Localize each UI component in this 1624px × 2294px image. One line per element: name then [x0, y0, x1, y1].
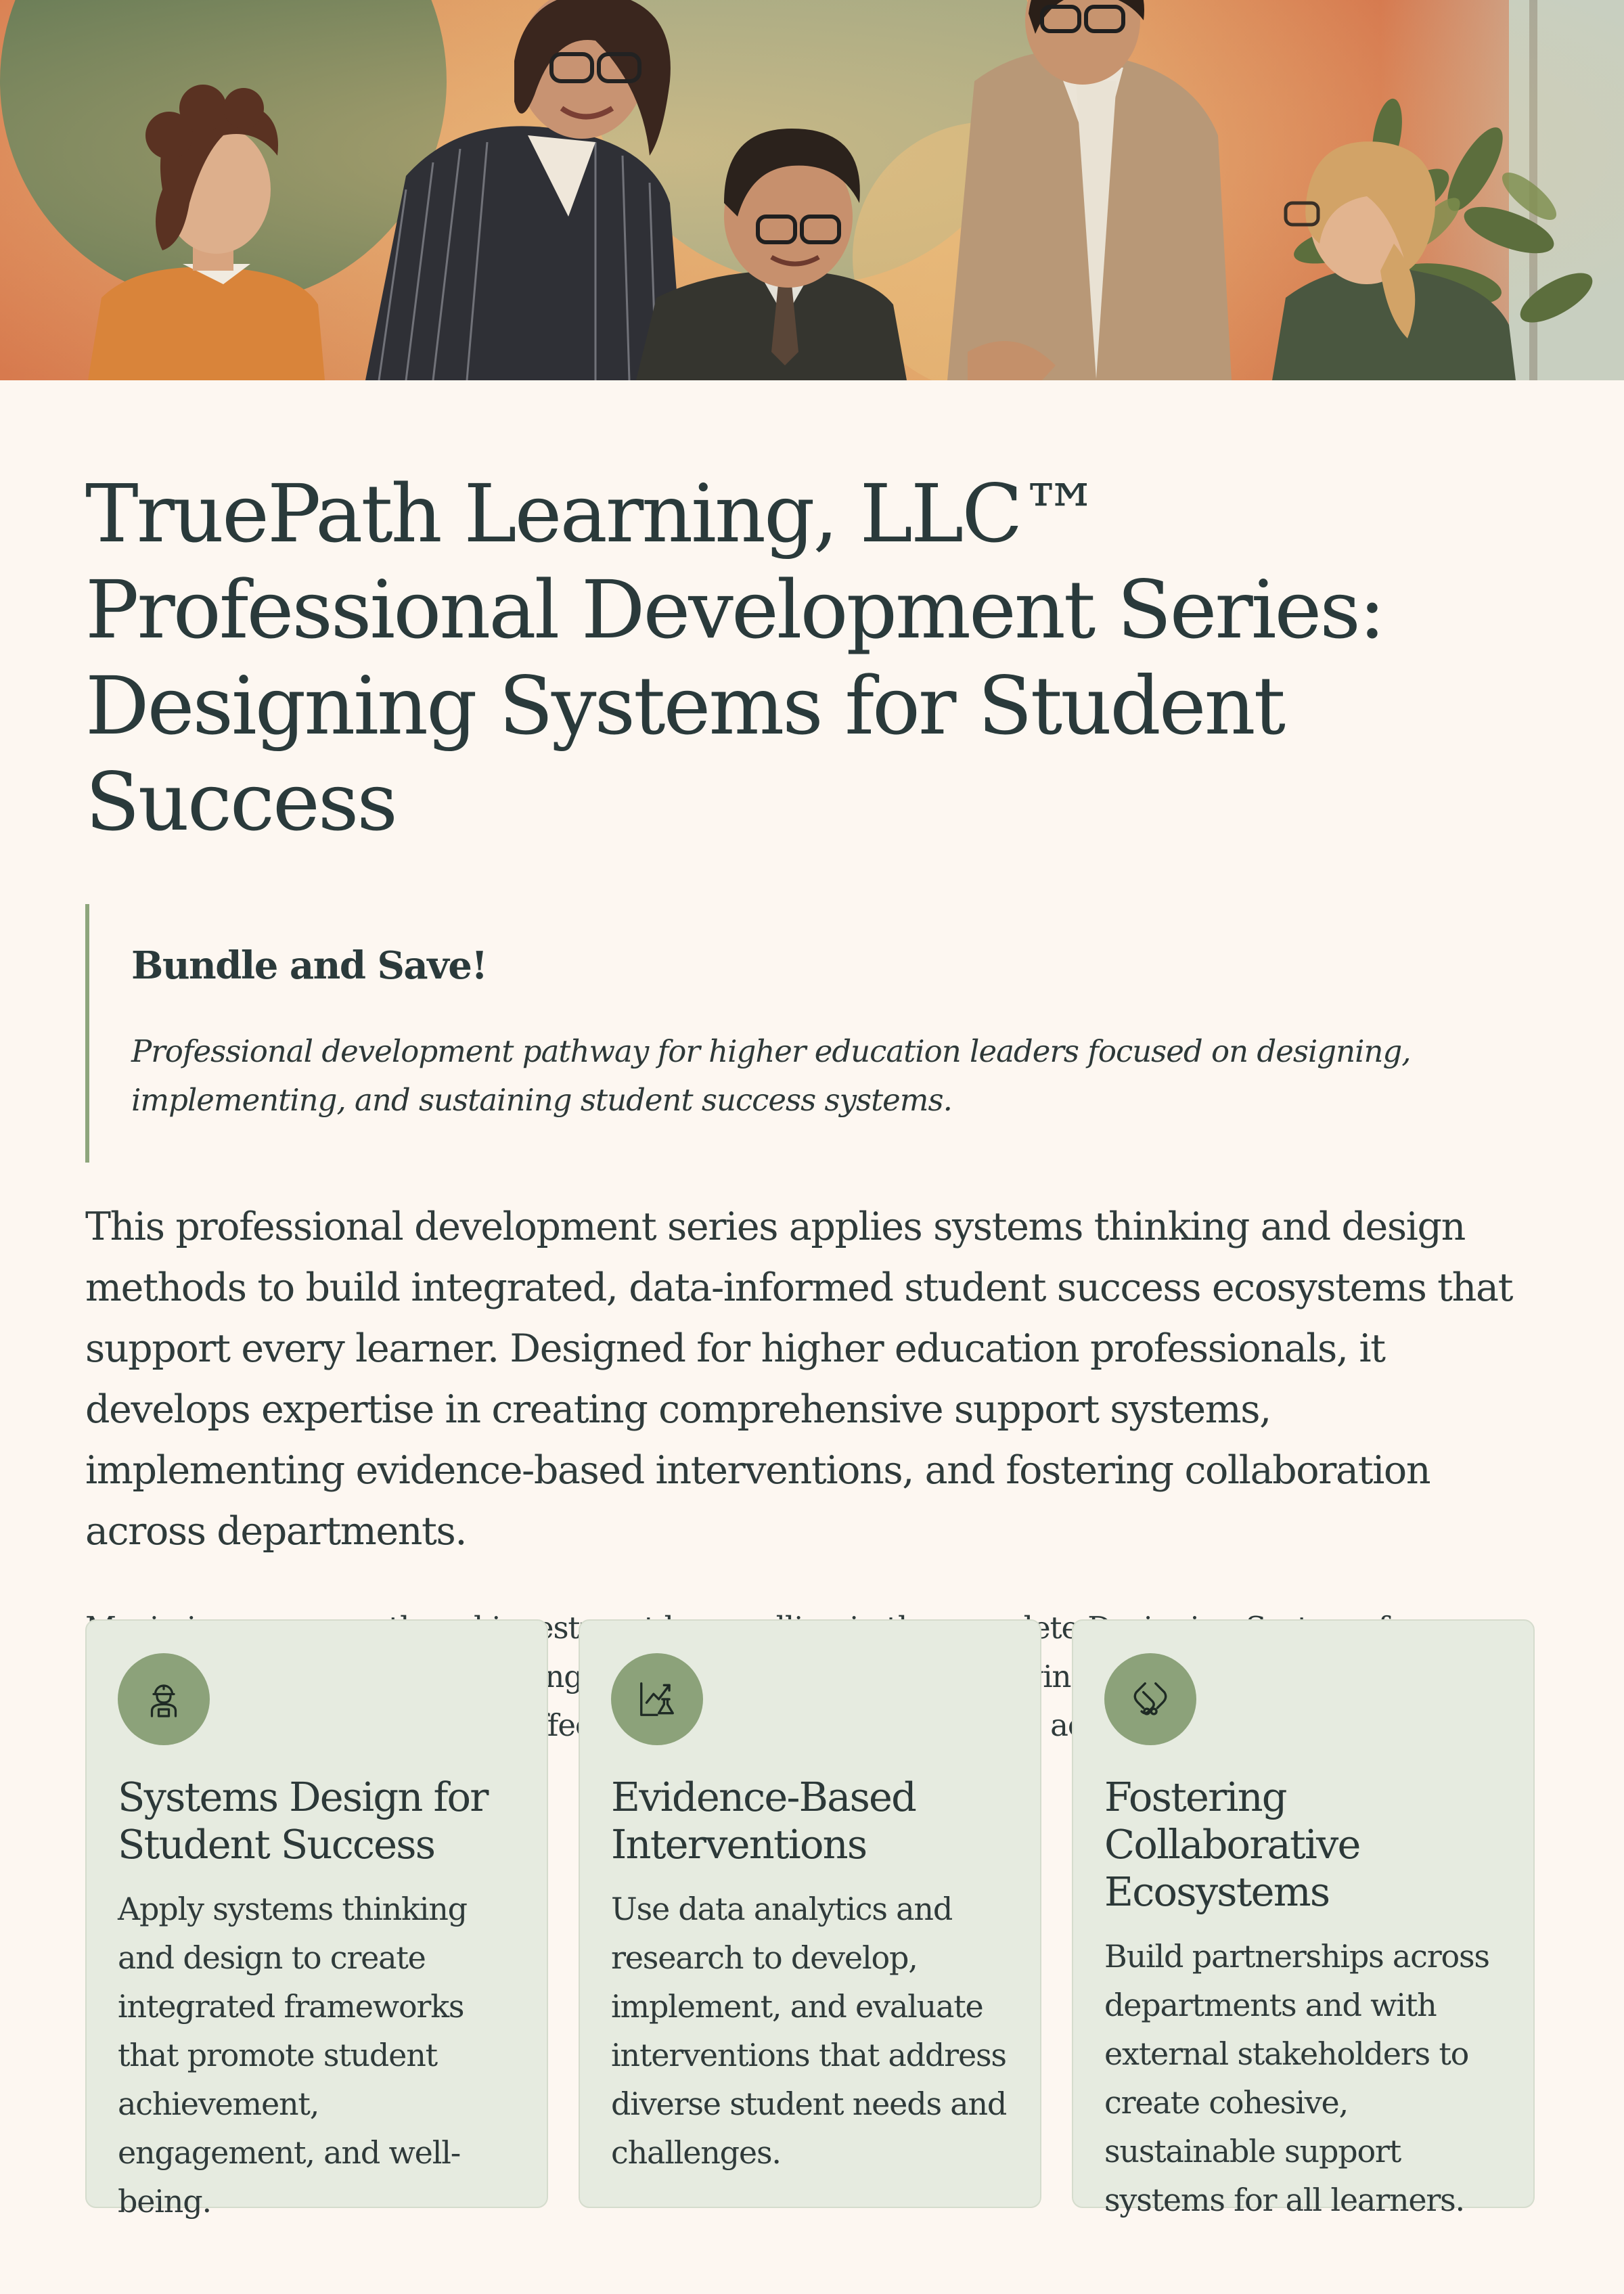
card-description: Use data analytics and research to develop, implement, and evaluate interventions that address diverse student needs and challenges.	[611, 1891, 1007, 2171]
course-card-systems-design	[85, 1619, 548, 2220]
course-cards	[85, 1619, 1539, 2220]
course-card-collaborative	[1072, 1619, 1535, 2218]
main-content	[85, 380, 1539, 1750]
bundle-callout	[85, 904, 1539, 1163]
card-title: Fostering Collaborative Ecosystems	[1104, 1774, 1360, 1915]
engineer-icon	[118, 1653, 210, 1745]
bundle-paragraph: investment savings	[491, 1610, 1105, 1694]
card-title: Systems Design for Student Success	[118, 1774, 488, 1868]
page-title: TruePath Learning, LLC™ Professional Development Series: Designing Systems for Student Success	[85, 467, 1384, 849]
course-card-evidence-based	[579, 1619, 1041, 2208]
chart-flask-icon	[611, 1653, 703, 1745]
intro-paragraph: This professional development series applies systems thinking and design methods to build integrated, data-informed student success ecosystems that support every learner. Designed for higher education professionals, it develops expertise in creating comprehensive support systems, implementing evidence-based interventions, and fostering collaboration across departments.	[85, 1205, 1513, 1554]
handshake-icon	[1104, 1653, 1196, 1745]
callout-heading: Bundle and Save!	[131, 943, 487, 988]
card-title: Evidence-Based Interventions	[611, 1774, 916, 1868]
hero-image	[0, 0, 1624, 380]
callout-subtitle: Professional development pathway for higher education leaders focused on designing, implementing, and sustaining student success systems.	[131, 1033, 1411, 1118]
card-description: Apply systems thinking and design to create integrated frameworks that promote student achievement, engagement, and well-being.	[118, 1891, 467, 2220]
card-description: Build partnerships across departments and with external stakeholders to create cohesive, sustainable support systems for all learners.	[1104, 1938, 1489, 2218]
